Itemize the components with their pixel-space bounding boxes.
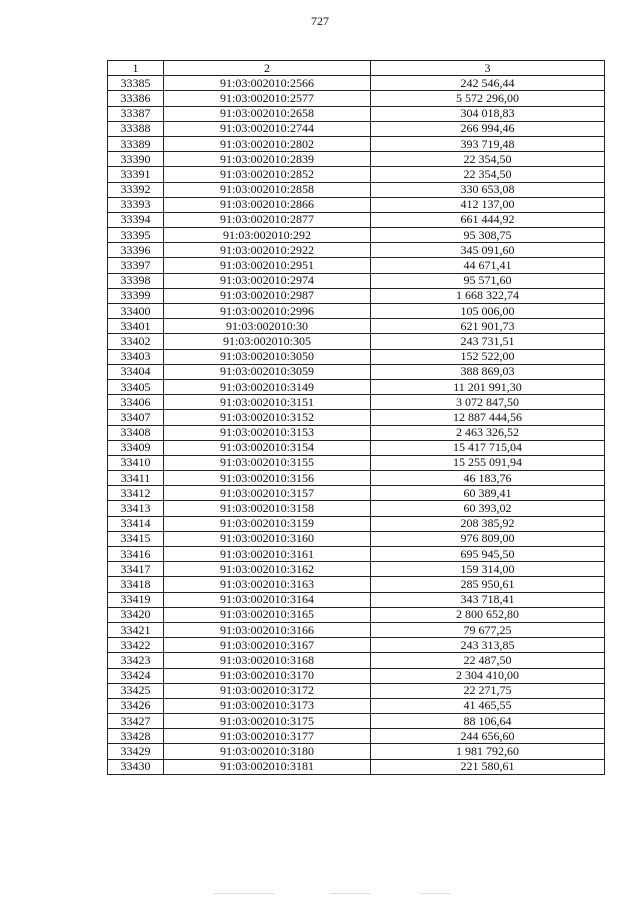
table-row [108, 410, 605, 425]
cadastral-number: 91:03:002010:3050 [164, 349, 371, 364]
cadastral-value: 266 994,46 [371, 121, 605, 136]
table-row [108, 91, 605, 106]
row-number: 33399 [108, 288, 164, 303]
table-row [108, 167, 605, 182]
cadastral-value: 2 304 410,00 [371, 668, 605, 683]
cadastral-value: 1 668 322,74 [371, 288, 605, 303]
cadastral-value: 243 731,51 [371, 334, 605, 349]
row-number: 33391 [108, 167, 164, 182]
cadastral-number: 91:03:002010:3156 [164, 471, 371, 486]
row-number: 33385 [108, 76, 164, 91]
row-number: 33424 [108, 668, 164, 683]
row-number: 33393 [108, 197, 164, 212]
cadastral-value: 221 580,61 [371, 759, 605, 774]
cadastral-value: 79 677,25 [371, 622, 605, 637]
table-row [108, 425, 605, 440]
cadastral-number: 91:03:002010:2802 [164, 136, 371, 151]
table-row [108, 501, 605, 516]
cadastral-number: 91:03:002010:3167 [164, 638, 371, 653]
row-number: 33409 [108, 440, 164, 455]
cadastral-number: 91:03:002010:2566 [164, 76, 371, 91]
table-row [108, 562, 605, 577]
row-number: 33397 [108, 258, 164, 273]
cadastral-value: 41 465,55 [371, 698, 605, 713]
cadastral-number: 91:03:002010:3158 [164, 501, 371, 516]
row-number: 33425 [108, 683, 164, 698]
row-number: 33420 [108, 607, 164, 622]
cadastral-value: 345 091,60 [371, 243, 605, 258]
table-row [108, 516, 605, 531]
cadastral-value: 695 945,50 [371, 547, 605, 562]
cadastral-value: 661 444,92 [371, 212, 605, 227]
cadastral-number: 91:03:002010:3173 [164, 698, 371, 713]
column-header-3: 3 [371, 61, 605, 76]
row-number: 33416 [108, 547, 164, 562]
cadastral-value: 22 487,50 [371, 653, 605, 668]
cadastral-number: 91:03:002010:3181 [164, 759, 371, 774]
cadastral-number: 91:03:002010:292 [164, 228, 371, 243]
cadastral-number: 91:03:002010:2658 [164, 106, 371, 121]
cadastral-value: 621 901,73 [371, 319, 605, 334]
cadastral-number: 91:03:002010:2852 [164, 167, 371, 182]
cadastral-value: 285 950,61 [371, 577, 605, 592]
column-number-row [108, 61, 605, 76]
cadastral-number: 91:03:002010:3164 [164, 592, 371, 607]
row-number: 33401 [108, 319, 164, 334]
table-row [108, 182, 605, 197]
table-row [108, 319, 605, 334]
row-number: 33394 [108, 212, 164, 227]
row-number: 33387 [108, 106, 164, 121]
cadastral-number: 91:03:002010:3166 [164, 622, 371, 637]
row-number: 33419 [108, 592, 164, 607]
cadastral-number: 91:03:002010:2922 [164, 243, 371, 258]
cadastral-number: 91:03:002010:3157 [164, 486, 371, 501]
row-number: 33395 [108, 228, 164, 243]
table-row [108, 243, 605, 258]
table-row [108, 486, 605, 501]
row-number: 33421 [108, 622, 164, 637]
row-number: 33389 [108, 136, 164, 151]
table-row [108, 334, 605, 349]
scan-artifact [420, 893, 450, 894]
row-number: 33427 [108, 714, 164, 729]
cadastral-number: 91:03:002010:3168 [164, 653, 371, 668]
table-row [108, 744, 605, 759]
cadastral-value: 11 201 991,30 [371, 379, 605, 394]
cadastral-value: 152 522,00 [371, 349, 605, 364]
cadastral-number: 91:03:002010:3163 [164, 577, 371, 592]
row-number: 33423 [108, 653, 164, 668]
cadastral-number: 91:03:002010:3153 [164, 425, 371, 440]
row-number: 33390 [108, 152, 164, 167]
table-row [108, 607, 605, 622]
table-row [108, 653, 605, 668]
cadastral-value: 12 887 444,56 [371, 410, 605, 425]
row-number: 33426 [108, 698, 164, 713]
cadastral-value: 22 354,50 [371, 167, 605, 182]
row-number: 33418 [108, 577, 164, 592]
cadastral-number: 91:03:002010:305 [164, 334, 371, 349]
table-row [108, 228, 605, 243]
table-body [108, 76, 605, 775]
cadastral-value: 15 255 091,94 [371, 455, 605, 470]
cadastral-number: 91:03:002010:2839 [164, 152, 371, 167]
scan-artifact [330, 893, 370, 894]
cadastral-number: 91:03:002010:3149 [164, 379, 371, 394]
table-row [108, 76, 605, 91]
row-number: 33428 [108, 729, 164, 744]
cadastral-value: 46 183,76 [371, 471, 605, 486]
row-number: 33406 [108, 395, 164, 410]
cadastral-value: 60 393,02 [371, 501, 605, 516]
table-row [108, 349, 605, 364]
table-row [108, 152, 605, 167]
cadastral-number: 91:03:002010:3159 [164, 516, 371, 531]
table-row [108, 212, 605, 227]
table-row [108, 106, 605, 121]
cadastral-value: 976 809,00 [371, 531, 605, 546]
cadastral-value: 243 313,85 [371, 638, 605, 653]
cadastral-number: 91:03:002010:2744 [164, 121, 371, 136]
cadastral-value: 5 572 296,00 [371, 91, 605, 106]
cadastral-value: 208 385,92 [371, 516, 605, 531]
row-number: 33410 [108, 455, 164, 470]
cadastral-value: 2 800 652,80 [371, 607, 605, 622]
cadastral-value: 330 653,08 [371, 182, 605, 197]
table-row [108, 440, 605, 455]
cadastral-value: 15 417 715,04 [371, 440, 605, 455]
row-number: 33429 [108, 744, 164, 759]
cadastral-number: 91:03:002010:3151 [164, 395, 371, 410]
cadastral-number: 91:03:002010:2951 [164, 258, 371, 273]
table-row [108, 197, 605, 212]
cadastral-number: 91:03:002010:3059 [164, 364, 371, 379]
cadastral-number: 91:03:002010:3180 [164, 744, 371, 759]
table-row [108, 592, 605, 607]
cadastral-value: 105 006,00 [371, 304, 605, 319]
row-number: 33400 [108, 304, 164, 319]
row-number: 33411 [108, 471, 164, 486]
row-number: 33408 [108, 425, 164, 440]
row-number: 33404 [108, 364, 164, 379]
row-number: 33398 [108, 273, 164, 288]
cadastral-value: 393 719,48 [371, 136, 605, 151]
table-row [108, 683, 605, 698]
cadastral-number: 91:03:002010:3155 [164, 455, 371, 470]
cadastral-number: 91:03:002010:3175 [164, 714, 371, 729]
cadastral-number: 91:03:002010:2987 [164, 288, 371, 303]
row-number: 33396 [108, 243, 164, 258]
cadastral-number: 91:03:002010:2858 [164, 182, 371, 197]
cadastral-value: 22 271,75 [371, 683, 605, 698]
table-row [108, 547, 605, 562]
cadastral-number: 91:03:002010:3170 [164, 668, 371, 683]
table-row [108, 273, 605, 288]
cadastral-value: 3 072 847,50 [371, 395, 605, 410]
table-row [108, 455, 605, 470]
row-number: 33392 [108, 182, 164, 197]
cadastral-value-table [107, 60, 605, 775]
cadastral-number: 91:03:002010:2996 [164, 304, 371, 319]
cadastral-number: 91:03:002010:2974 [164, 273, 371, 288]
table-row [108, 136, 605, 151]
row-number: 33414 [108, 516, 164, 531]
row-number: 33405 [108, 379, 164, 394]
cadastral-value: 343 718,41 [371, 592, 605, 607]
cadastral-number: 91:03:002010:3154 [164, 440, 371, 455]
cadastral-value: 244 656,60 [371, 729, 605, 744]
cadastral-number: 91:03:002010:3152 [164, 410, 371, 425]
cadastral-number: 91:03:002010:2577 [164, 91, 371, 106]
cadastral-value: 22 354,50 [371, 152, 605, 167]
cadastral-number: 91:03:002010:30 [164, 319, 371, 334]
table-row [108, 364, 605, 379]
cadastral-value: 95 308,75 [371, 228, 605, 243]
row-number: 33402 [108, 334, 164, 349]
cadastral-value: 44 671,41 [371, 258, 605, 273]
table-row [108, 729, 605, 744]
cadastral-value: 2 463 326,52 [371, 425, 605, 440]
row-number: 33403 [108, 349, 164, 364]
page-number: 727 [311, 14, 329, 28]
row-number: 33407 [108, 410, 164, 425]
table-row [108, 379, 605, 394]
table-row [108, 258, 605, 273]
row-number: 33415 [108, 531, 164, 546]
table-row [108, 622, 605, 637]
row-number: 33422 [108, 638, 164, 653]
cadastral-value: 388 869,03 [371, 364, 605, 379]
cadastral-value: 88 106,64 [371, 714, 605, 729]
table-row [108, 531, 605, 546]
row-number: 33413 [108, 501, 164, 516]
cadastral-number: 91:03:002010:3161 [164, 547, 371, 562]
cadastral-number: 91:03:002010:2877 [164, 212, 371, 227]
table-row [108, 304, 605, 319]
row-number: 33386 [108, 91, 164, 106]
cadastral-value: 159 314,00 [371, 562, 605, 577]
table-row [108, 121, 605, 136]
cadastral-value: 242 546,44 [371, 76, 605, 91]
table-row [108, 288, 605, 303]
table-row [108, 577, 605, 592]
cadastral-number: 91:03:002010:3160 [164, 531, 371, 546]
table-row [108, 638, 605, 653]
cadastral-value: 1 981 792,60 [371, 744, 605, 759]
cadastral-number: 91:03:002010:3165 [164, 607, 371, 622]
table-row [108, 668, 605, 683]
table-row [108, 471, 605, 486]
scan-artifact [214, 893, 274, 894]
cadastral-value: 412 137,00 [371, 197, 605, 212]
row-number: 33417 [108, 562, 164, 577]
table-row [108, 714, 605, 729]
table-row [108, 698, 605, 713]
row-number: 33430 [108, 759, 164, 774]
cadastral-value: 304 018,83 [371, 106, 605, 121]
row-number: 33412 [108, 486, 164, 501]
column-header-1: 1 [108, 61, 164, 76]
cadastral-value: 95 571,60 [371, 273, 605, 288]
cadastral-value: 60 389,41 [371, 486, 605, 501]
cadastral-number: 91:03:002010:3162 [164, 562, 371, 577]
cadastral-number: 91:03:002010:3172 [164, 683, 371, 698]
cadastral-number: 91:03:002010:3177 [164, 729, 371, 744]
column-header-2: 2 [164, 61, 371, 76]
table-row [108, 395, 605, 410]
cadastral-number: 91:03:002010:2866 [164, 197, 371, 212]
row-number: 33388 [108, 121, 164, 136]
table-row [108, 759, 605, 774]
